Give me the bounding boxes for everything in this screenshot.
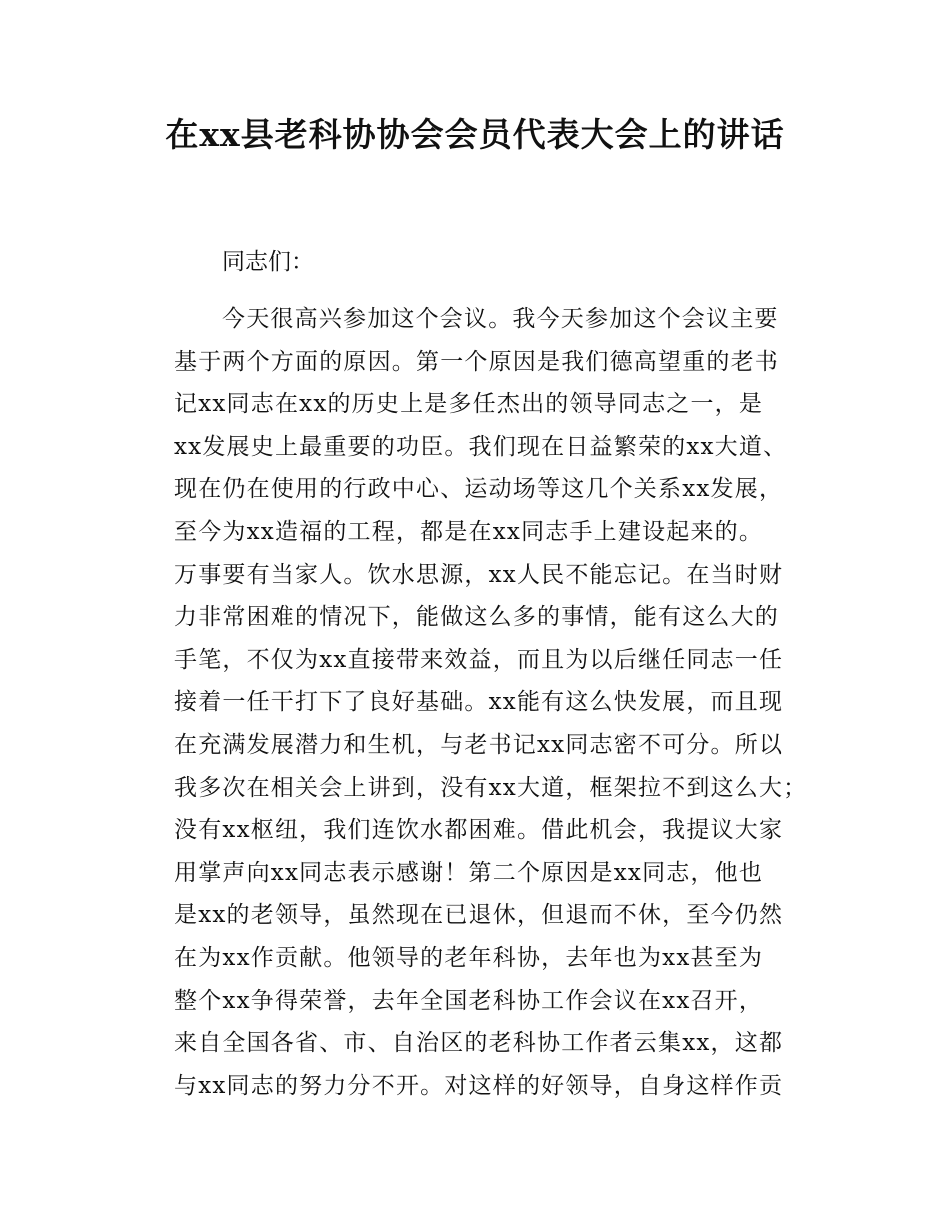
body-line: 今天很高兴参加这个会议。我今天参加这个会议主要: [222, 306, 779, 332]
body-line: 是xx的老领导，虽然现在已退休，但退而不休，至今仍然: [174, 902, 784, 929]
body-line: 至今为xx造福的工程，都是在xx同志手上建设起来的。: [174, 518, 764, 545]
document-title: 在xx县老科协协会会员代表大会上的讲话: [165, 115, 785, 154]
body-line: 现在仍在使用的行政中心、运动场等这几个关系xx发展，: [174, 476, 784, 503]
body-line: 在充满发展潜力和生机，与老书记xx同志密不可分。所以: [174, 731, 784, 758]
body-line: 与xx同志的努力分不开。对这样的好领导，自身这样作贡: [174, 1072, 784, 1099]
body-line: 来自全国各省、市、自治区的老科协工作者云集xx，这都: [174, 1030, 784, 1057]
body-line: 记xx同志在xx的历史上是多任杰出的领导同志之一，是: [174, 391, 764, 418]
body-line: 基于两个方面的原因。第一个原因是我们德高望重的老书: [174, 348, 779, 375]
body-line: 接着一任干打下了良好基础。xx能有这么快发展，而且现: [174, 689, 784, 716]
body-line: xx发展史上最重要的功臣。我们现在日益繁荣的xx大道、: [174, 433, 788, 460]
body-line: 力非常困难的情况下，能做这么多的事情，能有这么大的: [174, 604, 779, 631]
salutation: 同志们：: [222, 249, 314, 275]
body-line: 万事要有当家人。饮水思源，xx人民不能忘记。在当时财: [174, 561, 784, 588]
body-text: [174, 298, 834, 1107]
body-line: 整个xx争得荣誉，去年全国老科协工作会议在xx召开，: [174, 987, 764, 1014]
body-line: 在为xx作贡献。他领导的老年科协，去年也为xx甚至为: [174, 944, 764, 971]
body-line: 没有xx枢纽，我们连饮水都困难。借此机会，我提议大家: [174, 817, 784, 844]
body-line: 手笔，不仅为xx直接带来效益，而且为以后继任同志一任: [174, 646, 784, 673]
body-line: 我多次在相关会上讲到，没有xx大道，框架拉不到这么大；: [174, 774, 808, 801]
body-line: 用掌声向xx同志表示感谢！第二个原因是xx同志，他也: [174, 859, 764, 886]
